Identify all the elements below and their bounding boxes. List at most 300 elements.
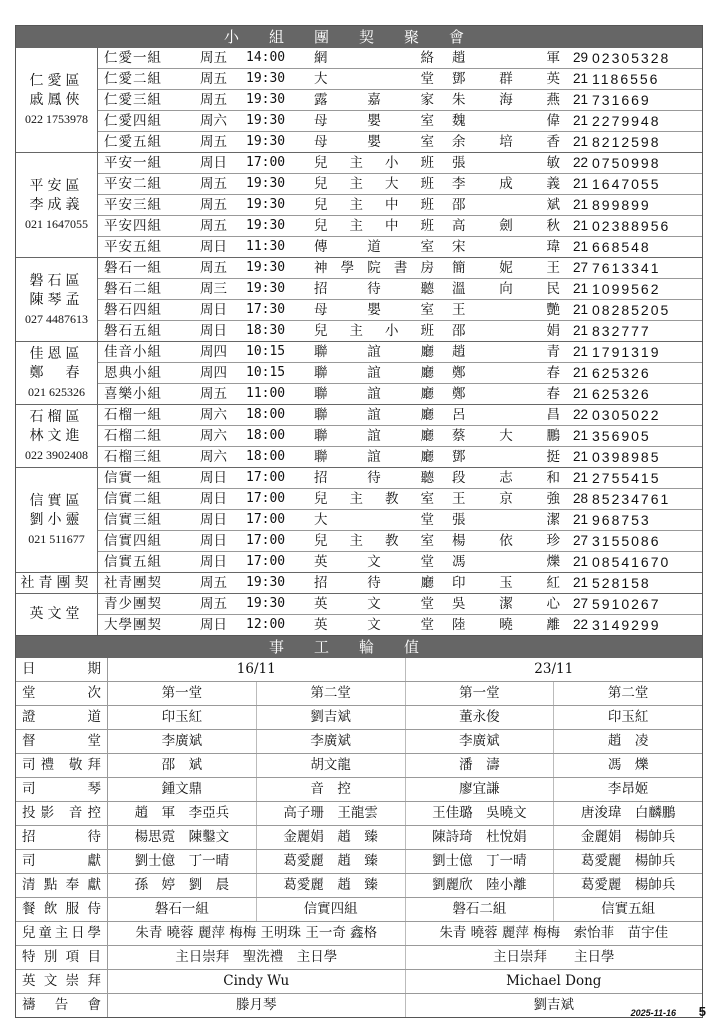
duty-row [16,681,702,705]
group-leader: 趙 軍 [452,50,560,66]
duty-cell-wide: Cindy Wu [108,970,406,993]
duty-row [16,969,702,993]
duty-cell: 劉士億 丁一晴 [108,850,257,873]
meeting-day: 周六 [200,407,227,423]
meeting-venue: 網絡 [314,50,434,66]
meeting-day: 周日 [200,512,227,528]
group-leader: 張 潔 [452,512,560,528]
meeting-venue: 大堂 [314,512,434,528]
duty-row [16,777,702,801]
contact-phone: 625326 [592,365,651,381]
contact-phone: 668548 [592,239,651,255]
contact-phone: 1099562 [592,281,661,297]
meeting-time: 17:00 [246,533,286,548]
region-leader: 林文進 [29,428,84,444]
duty-row [16,729,702,753]
duty-cell: 李廣斌 [406,730,555,753]
duty-cell: 潘 濤 [406,754,555,777]
contact-phone: 08541670 [592,554,671,570]
meeting-day: 周日 [200,554,227,570]
group-name: 仁愛一組 [104,50,162,66]
group-row [98,530,702,551]
meeting-venue: 傳道室 [314,239,434,255]
duty-cell: 董永俊 [406,706,555,729]
area-code: 21 [572,323,588,338]
duty-cell-wide: 劉吉斌 [533,997,574,1013]
duty-date-row [16,658,702,681]
contact-phone: 85234761 [592,491,671,507]
meeting-venue: 母嬰室 [314,134,434,150]
group-leader: 溫向民 [452,281,560,297]
group-leader: 邵 娟 [452,323,560,339]
contact-phone: 5910267 [592,596,661,612]
group-row [98,468,702,488]
contact-phone: 08285205 [592,302,671,318]
group-name: 信實一組 [104,470,162,486]
meeting-day: 周五 [200,176,227,192]
group-leader: 王京強 [452,491,560,507]
group-name: 仁愛三組 [104,92,162,108]
group-leader: 王 艷 [452,302,560,318]
area-code: 27 [572,533,588,548]
region-label [16,342,98,404]
group-leader: 邵 斌 [452,197,560,213]
meeting-venue: 招待廳 [314,575,434,591]
meeting-day: 周六 [200,449,227,465]
area-code: 21 [572,512,588,527]
duty-cell: 印玉紅 [108,706,257,729]
duty-label: 投影 音控 [16,802,108,825]
meeting-time: 18:00 [246,449,286,464]
region-block [16,593,702,635]
footer-date: 2025-11-16 [630,1008,676,1018]
meeting-venue: 母嬰室 [314,113,434,129]
duty-cell: 孫 婷 劉 晨 [108,874,257,897]
duty-label: 督堂 [16,730,108,753]
duty-cell: 鍾文鼎 [108,778,257,801]
region-leader: 劉小靈 [29,512,84,528]
meeting-venue: 聯誼廳 [314,344,434,360]
meeting-venue: 聯誼廳 [314,407,434,423]
region-name: 仁愛區 [29,73,84,89]
contact-phone: 7613341 [592,260,661,276]
duty-row [16,825,702,849]
meeting-day: 周五 [200,596,227,612]
meeting-time: 10:15 [246,344,286,359]
group-row [98,278,702,299]
meeting-day: 周日 [200,155,227,171]
duty-cell: 李昂姬 [607,781,649,797]
meeting-time: 19:30 [246,260,286,275]
meeting-time: 19:30 [246,113,286,128]
group-leader: 鄧群英 [452,71,560,87]
bulletin-page [15,25,703,1018]
duty-cell: 金麗娟 楊帥兵 [580,829,676,845]
meeting-time: 19:30 [246,197,286,212]
contact-phone: 3155086 [592,533,661,549]
meeting-day: 周日 [200,491,227,507]
group-row [98,215,702,236]
area-code: 21 [572,470,588,485]
group-name: 石榴三組 [104,449,162,465]
duty-cell: 磐石一組 [108,898,257,921]
group-row [98,551,702,572]
contact-phone: 356905 [592,428,651,444]
contact-phone: 0305022 [592,407,661,423]
meeting-time: 10:15 [246,365,286,380]
group-name: 恩典小組 [104,365,162,381]
group-name: 社青團契 [104,575,162,591]
contact-phone: 02305328 [592,50,671,66]
duty-cell: 磐石二組 [406,898,555,921]
area-code: 22 [572,617,588,632]
area-code: 21 [572,386,588,401]
duty-cell-wide: 主日崇拜 主日學 [493,949,615,965]
group-row [98,320,702,341]
group-name: 石榴一組 [104,407,162,423]
region-block [16,404,702,467]
meeting-venue: 聯誼廳 [314,386,434,402]
group-name: 平安二組 [104,176,162,192]
duty-label: 司禮 敬拜 [16,754,108,777]
group-name: 石榴二組 [104,428,162,444]
group-row [98,131,702,152]
region-name: 信實區 [29,493,84,509]
group-schedule [16,48,702,635]
group-row [98,299,702,320]
duty-label: 特別項目 [16,946,108,969]
duty-cell: 趙 軍 李亞兵 [108,802,257,825]
duty-cell: 葛愛麗 楊帥兵 [580,853,676,869]
region-label [16,258,98,341]
meeting-time: 19:30 [246,218,286,233]
area-code: 21 [572,218,588,233]
duty-roster [16,658,702,1017]
duty-cell: 第二堂 [257,682,406,705]
duty-cell: 葛愛麗 楊帥兵 [580,877,676,893]
area-code: 21 [572,449,588,464]
contact-phone: 968753 [592,512,651,528]
area-code: 21 [572,239,588,254]
group-leader: 朱海燕 [452,92,560,108]
duty-cell-wide: 主日崇拜 聖洗禮 主日學 [108,946,406,969]
meeting-day: 周五 [200,50,227,66]
group-leader: 魏 偉 [452,113,560,129]
duty-cell: 第一堂 [108,682,257,705]
area-code: 28 [572,491,588,506]
meeting-day: 周日 [200,239,227,255]
group-row [98,425,702,446]
duty-label: 司獻 [16,850,108,873]
group-leader: 陸曉離 [452,617,560,633]
group-row [98,110,702,131]
group-leader: 趙 青 [452,344,560,360]
group-name: 仁愛四組 [104,113,162,129]
group-leader: 鄭 春 [452,386,560,402]
meeting-day: 周五 [200,197,227,213]
group-name: 磐石五組 [104,323,162,339]
duty-cell: 金麗娟 趙 臻 [257,826,406,849]
group-leader: 宋 瑋 [452,239,560,255]
duty-banner: 事工輪值 [16,635,702,658]
group-name: 仁愛五組 [104,134,162,150]
region-name: 英文堂 [29,606,84,622]
group-name: 磐石一組 [104,260,162,276]
region-block [16,48,702,152]
group-name: 仁愛二組 [104,71,162,87]
group-row [98,194,702,215]
duty-row [16,897,702,921]
contact-phone: 528158 [592,575,651,591]
duty-row [16,849,702,873]
group-name: 信實二組 [104,491,162,507]
meeting-time: 18:30 [246,323,286,338]
group-leader: 張 敏 [452,155,560,171]
duty-label: 清點奉獻 [16,874,108,897]
area-code: 21 [572,344,588,359]
meeting-day: 周六 [200,113,227,129]
region-phone: 021 625326 [28,385,85,399]
region-leader: 陳琴孟 [29,291,84,308]
meeting-day: 周日 [200,302,227,318]
duty-label: 招待 [16,826,108,849]
group-leader: 鄭 春 [452,365,560,381]
contact-phone: 899899 [592,197,651,213]
duty-cell: 胡文龍 [257,754,406,777]
area-code: 21 [572,134,588,149]
group-name: 磐石二組 [104,281,162,297]
duty-label: 餐飲服侍 [16,898,108,921]
region-phone: 022 3902408 [25,448,88,462]
group-row [98,446,702,467]
meeting-time: 19:30 [246,134,286,149]
region-name: 石榴區 [29,409,84,425]
group-row [98,362,702,383]
area-code: 21 [572,575,588,590]
duty-row [16,993,702,1017]
duty-cell: 音 控 [257,778,406,801]
meeting-day: 周五 [200,386,227,402]
contact-phone: 1186556 [592,71,660,87]
group-row [98,342,702,362]
contact-phone: 731669 [592,92,651,108]
duty-label: 證道 [16,706,108,729]
area-code: 21 [572,197,588,212]
group-name: 平安一組 [104,155,162,171]
duty-cell: 信實五組 [601,901,656,917]
region-phone: 022 1753978 [25,112,88,126]
region-leader: 鄭 春 [29,365,84,381]
meeting-venue: 英文堂 [314,596,434,612]
duty-cell-wide: 滕月琴 [108,994,406,1017]
duty-cell: 趙 凌 [607,733,649,749]
group-row [98,173,702,194]
region-block [16,152,702,257]
meeting-day: 周五 [200,218,227,234]
duty-row [16,921,702,945]
duty-cell: 劉士億 丁一晴 [406,850,555,873]
meeting-time: 12:00 [246,617,286,632]
meeting-venue: 英文堂 [314,554,434,570]
group-name: 信實五組 [104,554,162,570]
region-phone: 021 1647055 [25,217,88,231]
group-row [98,153,702,173]
region-label [16,468,98,572]
group-name: 平安三組 [104,197,162,213]
duty-row [16,873,702,897]
duty-cell: 劉麗欣 陸小離 [406,874,555,897]
duty-label: 兒童主日學 [16,922,108,945]
meeting-time: 19:30 [246,71,286,86]
meeting-day: 周五 [200,134,227,150]
meeting-day: 周四 [200,344,227,360]
meeting-time: 19:30 [246,176,286,191]
duty-row [16,801,702,825]
meeting-day: 周日 [200,323,227,339]
area-code: 21 [572,176,588,191]
meeting-venue: 英文堂 [314,617,434,633]
meeting-time: 19:30 [246,92,286,107]
group-leader: 蔡大鵬 [452,428,560,444]
group-leader: 鄧 挺 [452,449,560,465]
meeting-day: 周日 [200,617,227,633]
page-number: 5 [698,1004,706,1019]
duty-label: 禱告會 [16,994,108,1017]
meeting-time: 19:30 [246,281,286,296]
group-name: 平安四組 [104,218,162,234]
meeting-day: 周六 [200,428,227,444]
duty-label: 堂次 [16,682,108,705]
contact-phone: 02388956 [592,218,671,234]
area-code: 27 [572,596,588,611]
group-leader: 楊依珍 [452,533,560,549]
duty-cell: 王佳璐 吳曉文 [406,802,555,825]
duty-cell: 廖宜謙 [406,778,555,801]
meeting-day: 周三 [200,281,227,297]
region-name: 社青團契 [20,574,93,591]
duty-label: 司琴 [16,778,108,801]
group-name: 青少團契 [104,596,162,612]
region-label [16,153,98,257]
duty-date-label: 日 期 [16,658,108,681]
region-leader: 戚鳳俠 [29,92,84,108]
meeting-venue: 兒主大班 [314,176,434,192]
area-code: 21 [572,365,588,380]
area-code: 27 [572,260,588,275]
meeting-day: 周五 [200,575,227,591]
area-code: 21 [572,554,588,569]
meeting-venue: 招待聽 [314,470,434,486]
meeting-venue: 兒主小班 [314,323,434,339]
duty-row [16,945,702,969]
meeting-day: 周五 [200,71,227,87]
region-name: 平安區 [29,178,84,194]
meeting-venue: 兒主中班 [314,197,434,213]
meeting-time: 11:30 [246,239,286,254]
meeting-time: 18:00 [246,407,286,422]
meeting-venue: 招待聽 [314,281,434,297]
region-leader: 李成義 [29,197,84,213]
meeting-time: 18:00 [246,428,286,443]
meeting-time: 11:00 [246,386,286,401]
meeting-venue: 神學院書房 [314,260,434,276]
area-code: 21 [572,92,588,107]
duty-cell: 邵 斌 [108,754,257,777]
area-code: 21 [572,113,588,128]
contact-phone: 3149299 [592,617,661,633]
duty-row [16,705,702,729]
meeting-venue: 聯誼廳 [314,428,434,444]
group-row [98,509,702,530]
contact-phone: 2755415 [592,470,661,486]
group-row [98,614,702,635]
duty-cell: 信實四組 [257,898,406,921]
duty-cell: 李廣斌 [108,730,257,753]
group-leader: 高劍秋 [452,218,560,234]
meeting-venue: 兒主中班 [314,218,434,234]
contact-phone: 832777 [592,323,651,339]
meeting-venue: 聯誼廳 [314,365,434,381]
duty-cell: 馮 爍 [607,757,649,773]
contact-phone: 625326 [592,386,651,402]
duty-cell: 楊思霓 陳鑿文 [108,826,257,849]
group-leader: 段志和 [452,470,560,486]
group-name: 大學團契 [104,617,162,633]
meeting-time: 17:00 [246,155,286,170]
meeting-time: 17:00 [246,491,286,506]
contact-phone: 8212598 [592,134,661,150]
duty-cell: 葛愛麗 趙 臻 [257,850,406,873]
contact-phone: 1647055 [592,176,661,192]
group-name: 信實四組 [104,533,162,549]
meeting-venue: 兒主教室 [314,491,434,507]
meeting-venue: 聯誼廳 [314,449,434,465]
duty-date-1: 16/11 [108,658,406,681]
meeting-venue: 母嬰室 [314,302,434,318]
area-code: 29 [572,50,588,65]
meeting-time: 19:30 [246,596,286,611]
duty-cell: 葛愛麗 趙 臻 [257,874,406,897]
meeting-time: 17:00 [246,470,286,485]
region-phone: 027 4487613 [25,311,88,326]
meeting-day: 周五 [200,260,227,276]
region-name: 磐石區 [29,272,84,289]
duty-cell: 唐浚瑋 白麟鵬 [580,805,676,821]
contact-phone: 0750998 [592,155,661,171]
group-leader: 余培香 [452,134,560,150]
duty-date-2: 23/11 [534,661,574,677]
region-label [16,405,98,467]
meeting-venue: 兒主小班 [314,155,434,171]
region-name: 佳恩區 [29,346,84,362]
group-leader: 馮 爍 [452,554,560,570]
meeting-time: 19:30 [246,575,286,590]
duty-row [16,753,702,777]
area-code: 21 [572,281,588,296]
group-row [98,236,702,257]
area-code: 21 [572,302,588,317]
group-row [98,594,702,614]
area-code: 21 [572,71,588,86]
meeting-day: 周日 [200,470,227,486]
duty-cell: 第一堂 [406,682,555,705]
meeting-venue: 兒主教室 [314,533,434,549]
group-row [98,48,702,68]
group-banner: 小組團契聚會 [16,26,702,48]
meeting-day: 周四 [200,365,227,381]
area-code: 22 [572,407,588,422]
duty-cell: 陳詩琦 杜悅娟 [406,826,555,849]
